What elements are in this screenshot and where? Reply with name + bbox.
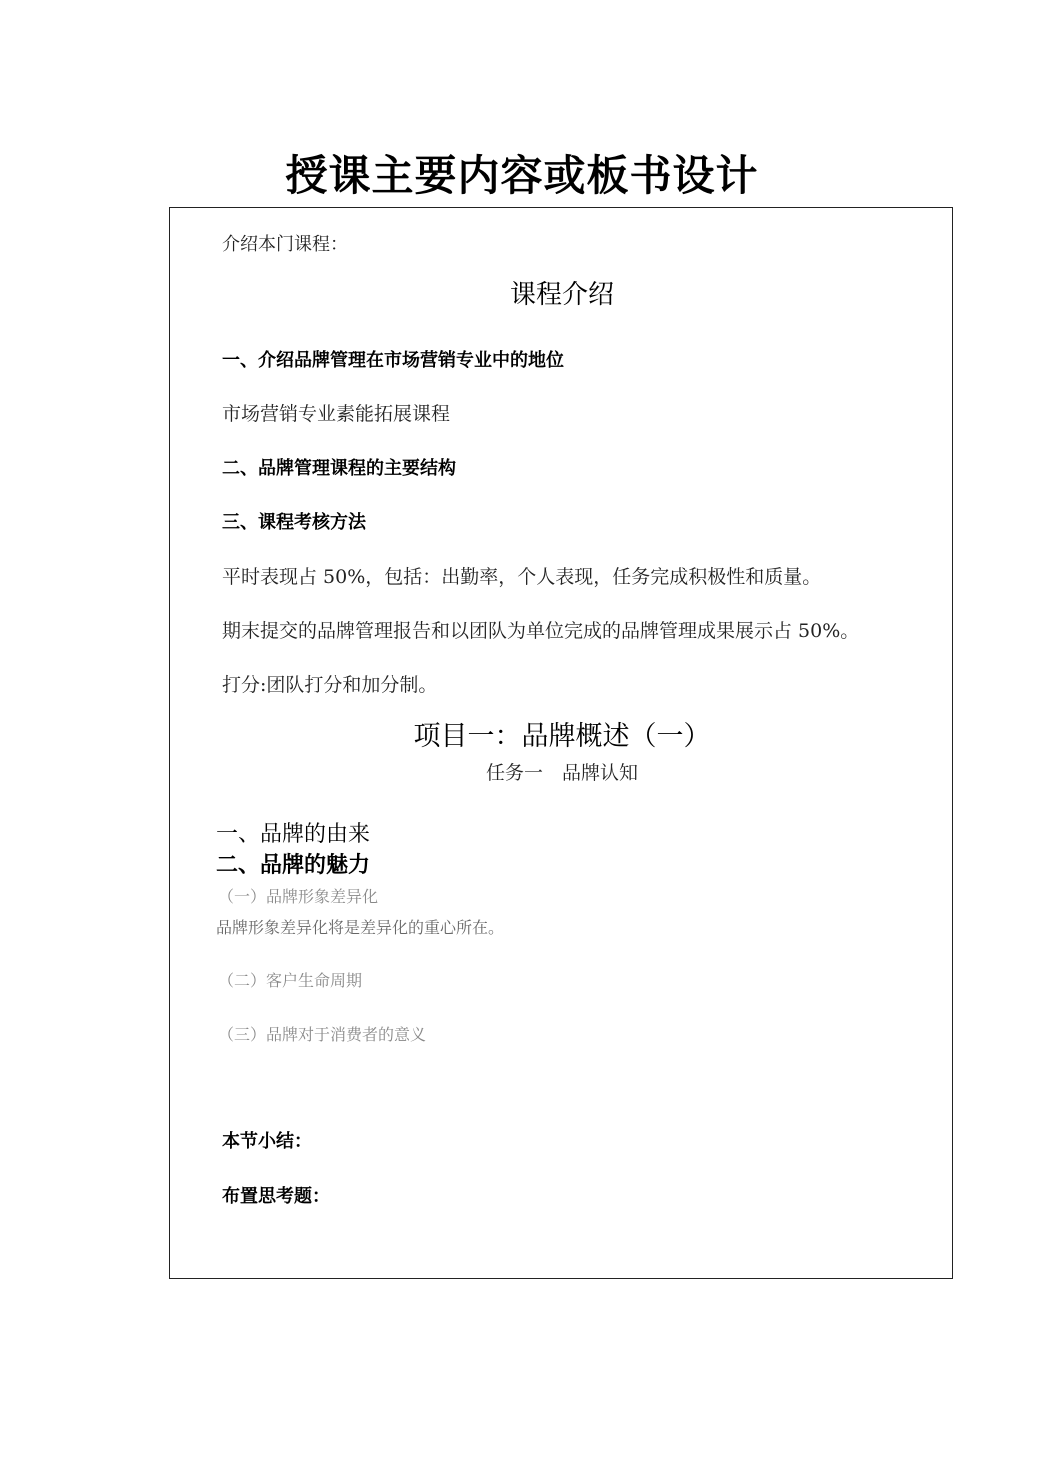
section1-heading: 一、介绍品牌管理在市场营销专业中的地位 <box>222 350 564 371</box>
task-heading: 任务一 品牌认知 <box>485 762 638 784</box>
page-title: 授课主要内容或板书设计 <box>285 151 759 200</box>
brand-point-2: 二、品牌的魅力 <box>216 853 371 878</box>
course-intro-heading: 课程介绍 <box>509 280 614 310</box>
sub-point-1: （一）品牌形象差异化 <box>218 887 379 906</box>
section3-heading: 三、课程考核方法 <box>222 512 366 533</box>
summary-label: 本节小结： <box>222 1131 312 1152</box>
section2-heading: 二、品牌管理课程的主要结构 <box>222 458 456 479</box>
project-heading: 项目一：品牌概述（一） <box>413 721 711 752</box>
intro-label: 介绍本门课程： <box>222 234 348 255</box>
sub-point-1-text: 品牌形象差异化将是差异化的重心所在。 <box>216 918 505 937</box>
section1-text: 市场营销专业素能拓展课程 <box>222 403 451 425</box>
assessment-line-1: 平时表现占 50%，包括：出勤率，个人表现，任务完成积极性和质量。 <box>222 566 822 588</box>
assessment-line-3: 打分:团队打分和加分制。 <box>222 674 438 696</box>
sub-point-3: （三）品牌对于消费者的意义 <box>218 1025 427 1044</box>
content-frame <box>169 207 953 1279</box>
homework-label: 布置思考题： <box>222 1186 330 1207</box>
assessment-line-2: 期末提交的品牌管理报告和以团队为单位完成的品牌管理成果展示占 50%。 <box>222 620 860 642</box>
sub-point-2: （二）客户生命周期 <box>218 971 363 990</box>
brand-point-1: 一、品牌的由来 <box>216 822 371 847</box>
